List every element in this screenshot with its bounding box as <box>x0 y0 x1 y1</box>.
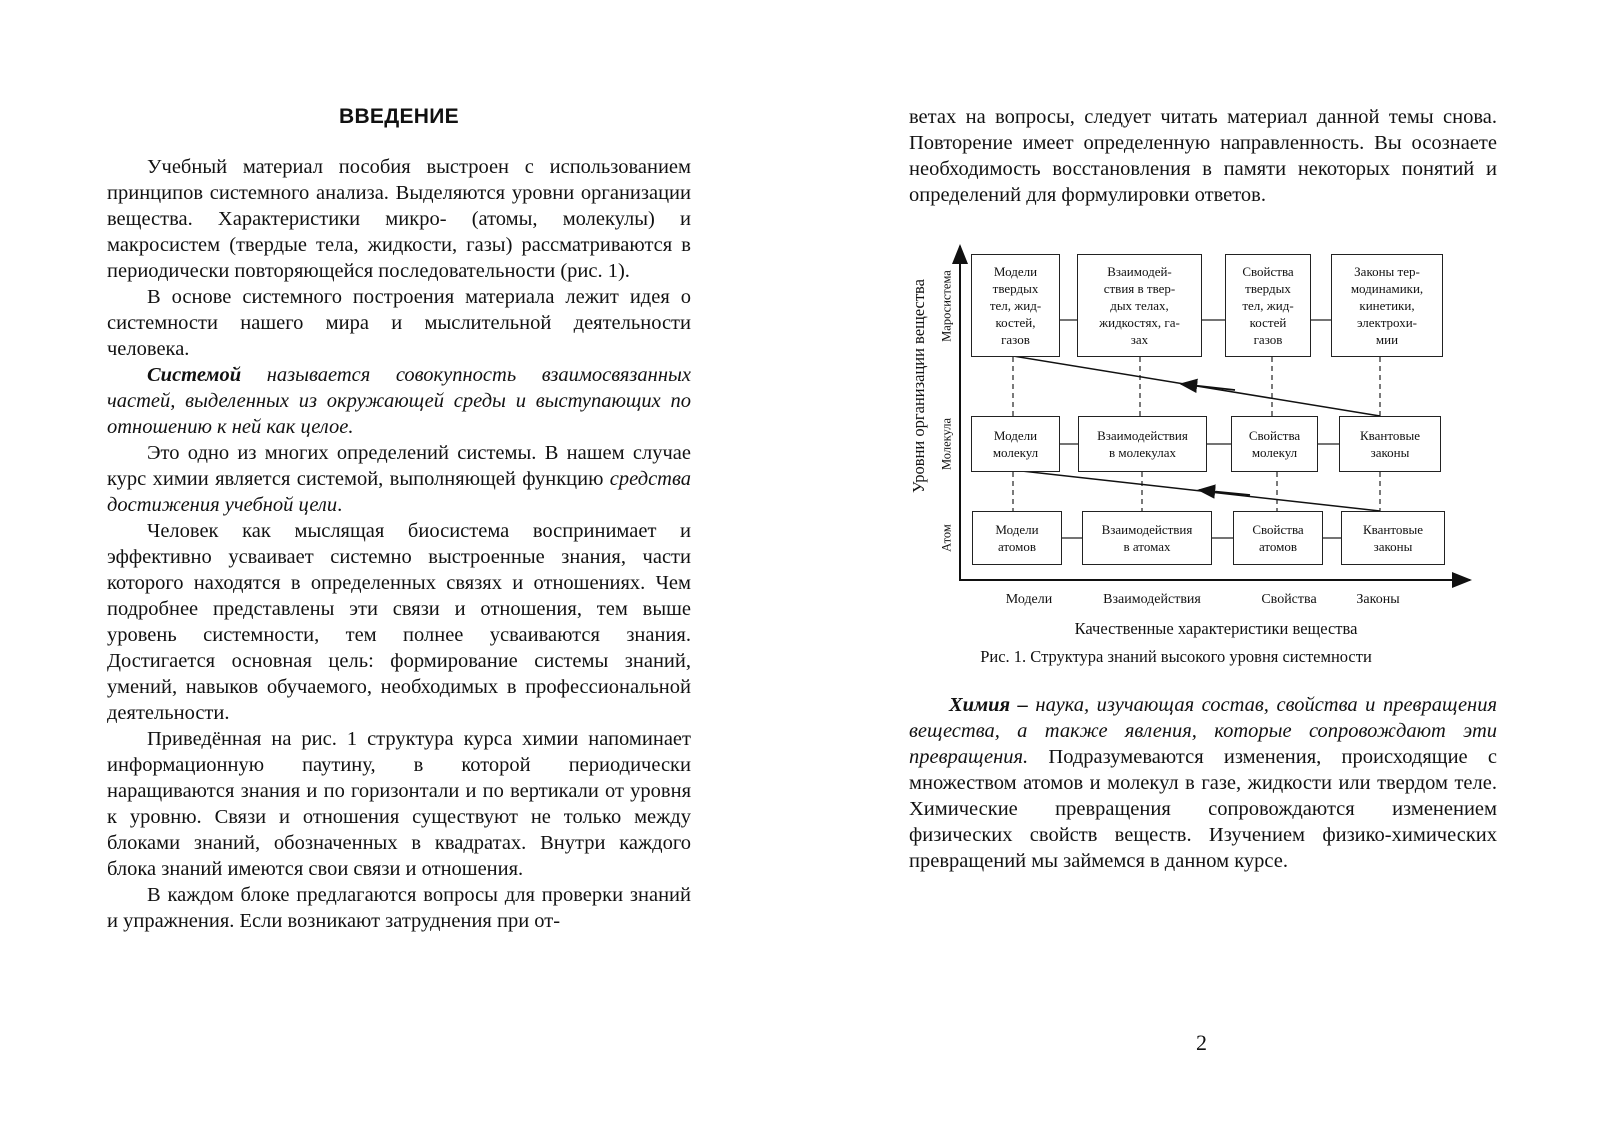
box-macro-laws-text: Законы тер- модинамики, кинетики, электрохи- мии <box>1350 264 1424 347</box>
box-macro-laws <box>1331 254 1443 357</box>
x-tick-properties: Свойства <box>1261 592 1317 607</box>
paragraph-5: Человек как мыслящая биосистема воспринимает и эффективно усваивает системно выстроенные знания, части которого находятся в определенных связях и отношениях. Чем подробнее представлены эти связи и отношения, тем выше уровень системности, тем полнее усваиваются знания. Достигается основная цель: формирование системы знаний, умений, навыков обучаемого, необходимых в профессиональной деятельности. <box>107 520 691 724</box>
paragraph-continued: ветах на вопросы, следует читать материал данной темы снова. Повторение имеет определенную направленность. Вы осознаете необходимость восстановления в памяти некоторых понятий и определений для формулировки ответов. <box>909 106 1497 206</box>
diagonal-lower <box>1013 470 1380 511</box>
box-atom-laws-text: Квантовые законы <box>1362 522 1424 554</box>
box-molecule-models-text: Модели молекул <box>992 428 1039 460</box>
box-atom-models <box>972 511 1062 565</box>
page-number: 2 <box>1196 1030 1207 1055</box>
paragraph-chemistry-definition <box>909 692 1497 874</box>
box-molecule-laws-text: Квантовые законы <box>1359 428 1421 460</box>
x-axis-title: Качественные характеристики вещества <box>1074 619 1358 638</box>
chemistry-definition-italic: наука, изучающая состав, свойства и превращения вещества, а также явления, которые сопровождают эти превращения. <box>909 694 1497 768</box>
paragraph-4 <box>107 440 691 518</box>
box-molecule-properties-text: Свойства молекул <box>1248 428 1301 460</box>
term-system: Системой <box>147 364 242 386</box>
box-atom-properties <box>1233 511 1323 565</box>
right-page-top <box>909 104 1497 208</box>
box-macro-interactions-text: Взаимодей- ствия в твер- дых телах, жидкостях, га- зах <box>1099 264 1180 347</box>
right-page-bottom <box>909 692 1497 874</box>
box-macro-properties-text: Свойства твердых тел, жид- костей газов <box>1242 264 1294 347</box>
box-atom-interactions <box>1082 511 1212 565</box>
term-chemistry: Химия – <box>949 694 1028 716</box>
definition-text: называется совокупность взаимосвязанных частей, выделенных из окружающей среды и выступающих по отношению к ней как целое. <box>107 364 691 438</box>
x-tick-laws: Законы <box>1356 592 1400 607</box>
paragraph-6: Приведённая на рис. 1 структура курса химии напоминает информационную паутину, в которой периодически наращиваются знания и по горизонтали и по вертикали от уровня к уровню. Связи и отношения существуют не только между блоками знаний, обозначенных в квадратах. Внутри каждого блока знаний имеются свои связи и отношения. <box>107 728 691 880</box>
box-macro-properties <box>1225 254 1311 357</box>
box-molecule-interactions-text: Взаимодействия в молекулах <box>1097 428 1188 460</box>
box-macro-models <box>971 254 1060 357</box>
box-molecule-laws <box>1339 416 1441 472</box>
level-label-atom: Атом <box>939 524 954 552</box>
paragraph-7: В каждом блоке предлагаются вопросы для проверки знаний и упражнения. Если возникают затруднения при от- <box>107 884 691 932</box>
page-heading: ВВЕДЕНИЕ <box>339 105 459 128</box>
figure-structure-diagram <box>905 238 1525 678</box>
paragraph-1: Учебный материал пособия выстроен с использованием принципов системного анализа. Выделяются уровни организации вещества. Характеристики микро- (атомы, молекулы) и макросистем (твердые тела, жидкости, газы) рассматриваются в периодически повторяющейся последовательности (рис. 1). <box>107 156 691 282</box>
box-molecule-properties <box>1231 416 1318 472</box>
box-molecule-models <box>971 416 1060 472</box>
box-macro-models-text: Модели твердых тел, жид- костей, газов <box>989 264 1042 347</box>
p4-end: . <box>337 494 343 516</box>
level-label-molecule: Молекула <box>939 417 954 471</box>
paragraph-2: В основе системного построения материала лежит идея о системности нашего мира и мыслительной деятельности человека. <box>107 286 691 360</box>
x-tick-interactions: Взаимодействия <box>1103 592 1201 607</box>
box-molecule-interactions <box>1078 416 1207 472</box>
box-atom-interactions-text: Взаимодействия в атомах <box>1101 522 1193 554</box>
left-page <box>107 104 691 934</box>
chemistry-definition-rest: Подразумеваются изменения, происходящие с множеством атомов и молекул в газе, жидкости или твердом теле. Химические превращения сопровождаются изменением физических свойств веществ. Изучением физико-химических превращений мы займемся в данном курсе. <box>909 746 1497 872</box>
figure-caption: Рис. 1. Структура знаний высокого уровня системности <box>980 647 1372 666</box>
y-axis-title: Уровни организации вещества <box>909 279 928 493</box>
box-atom-models-text: Модели атомов <box>995 522 1039 554</box>
p4-start: Это одно из многих определений системы. В нашем случае курс химии является системой, выполняющей функцию <box>107 442 691 490</box>
paragraph-system-definition <box>107 362 691 440</box>
box-atom-laws <box>1341 511 1445 565</box>
level-label-macro: Маросистема <box>939 270 954 342</box>
x-tick-models: Модели <box>1005 592 1053 607</box>
p4-italic: средства достижения учебной цели <box>107 468 691 516</box>
box-macro-interactions <box>1077 254 1202 357</box>
box-atom-properties-text: Свойства атомов <box>1252 522 1304 554</box>
